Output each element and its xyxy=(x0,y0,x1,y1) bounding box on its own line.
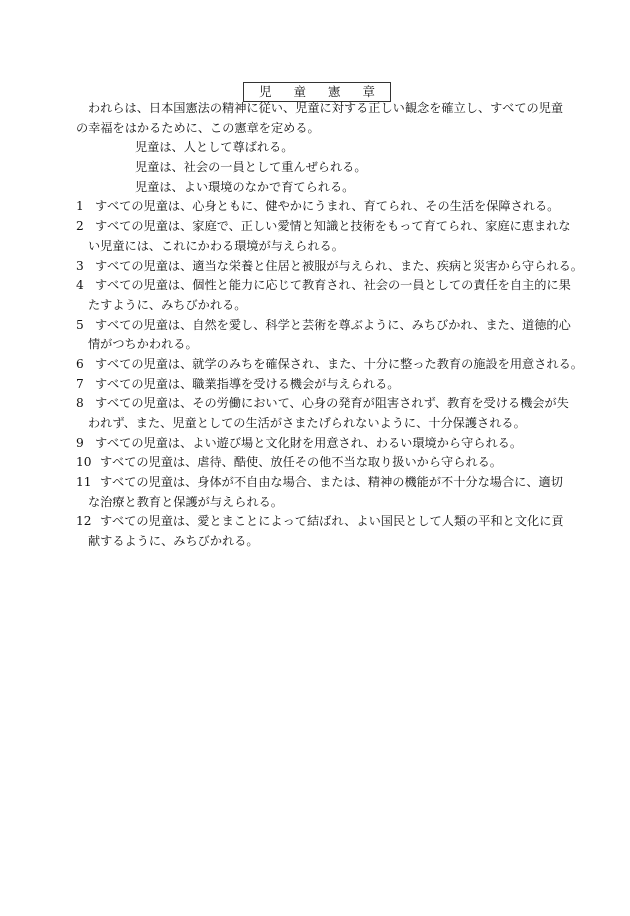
title-char: 童 xyxy=(293,84,306,99)
principle: 児童は、人として尊ばれる。 xyxy=(135,140,294,155)
article-text: すべての児童は、身体が不自由な場合、または、精神の機能が不十分な場合に、適切 xyxy=(100,475,563,490)
article-text: たすように、みちびかれる。 xyxy=(88,297,247,312)
article-text: すべての児童は、よい遊び場と文化財を用意され、わるい環境から守られる。 xyxy=(95,435,523,450)
article-item xyxy=(76,355,583,375)
article-text: すべての児童は、就学のみちを確保され、また、十分に整った教育の施設を用意される。 xyxy=(95,356,583,371)
title-char: 児 xyxy=(258,84,272,99)
article-text: すべての児童は、個性と能力に応じて教育され、社会の一員としての責任を自主的に果 xyxy=(95,278,571,293)
article-number: 11 xyxy=(76,475,92,490)
article-text: われず、また、児童としての生活がさまたげられないように、十分保護される。 xyxy=(88,416,526,430)
article-line xyxy=(76,493,556,513)
article-number: 4 xyxy=(76,278,84,293)
article-text: 献するように、みちびかれる。 xyxy=(88,534,259,549)
article-line xyxy=(76,394,569,414)
article-number: 2 xyxy=(76,219,84,234)
article-text: すべての児童は、愛とまことによって結ばれ、よい国民として人類の平和と文化に貢 xyxy=(100,514,564,529)
article-line xyxy=(76,276,571,296)
article-line xyxy=(76,296,556,316)
article-text: すべての児童は、適当な栄養と住居と被服が与えられ、また、疾病と災害から守られる。 xyxy=(95,258,583,273)
principle: 児童は、社会の一員として重んぜられる。 xyxy=(135,160,367,175)
article-item xyxy=(76,316,571,355)
article-line xyxy=(76,257,583,277)
article-item xyxy=(76,276,571,315)
article-text: すべての児童は、心身ともに、健やかにうまれ、育てられ、その生活を保障される。 xyxy=(95,199,560,214)
article-line xyxy=(76,237,556,257)
article-line xyxy=(76,197,560,217)
article-number: 1 xyxy=(76,199,84,214)
article-text: すべての児童は、その労働において、心身の発育が阻害されず、教育を受ける機会が失 xyxy=(95,396,569,411)
article-item xyxy=(76,394,569,433)
article-line xyxy=(76,316,571,336)
article-item xyxy=(76,197,560,217)
article-line xyxy=(76,512,564,532)
article-number: 10 xyxy=(76,455,92,470)
article-number: 8 xyxy=(76,396,84,411)
article-text: すべての児童は、職業指導を受ける機会が与えられる。 xyxy=(95,376,400,391)
article-text: すべての児童は、自然を愛し、科学と芸術を尊ぶように、みちびかれ、また、道徳的心 xyxy=(95,317,571,332)
article-number: 5 xyxy=(76,317,84,332)
article-line xyxy=(76,335,556,355)
article-number: 3 xyxy=(76,258,84,273)
article-text: すべての児童は、虐待、酷使、放任その他不当な取り扱いから守られる。 xyxy=(100,455,502,470)
article-number: 7 xyxy=(76,376,84,391)
article-line xyxy=(76,355,583,375)
article-item xyxy=(76,434,556,454)
article-number: 12 xyxy=(76,514,92,529)
preamble-line: の幸福をはかるために、この憲章を定める。 xyxy=(76,120,320,135)
title-char: 憲 xyxy=(328,84,341,99)
article-text: い児童には、これにかわる環境が与えられる。 xyxy=(88,238,344,253)
principle: 児童は、よい環境のなかで育てられる。 xyxy=(135,179,355,194)
article-line xyxy=(76,434,556,454)
article-item xyxy=(76,453,556,473)
article-item xyxy=(76,512,564,551)
article-line xyxy=(76,375,556,395)
article-item xyxy=(76,473,563,512)
article-line xyxy=(76,453,556,473)
article-number: 6 xyxy=(76,356,84,371)
article-line xyxy=(76,473,563,493)
title-char: 章 xyxy=(362,84,376,99)
article-item xyxy=(76,375,556,395)
article-number: 9 xyxy=(76,435,84,450)
preamble-line: われらは、日本国憲法の精神に従い、児童に対する正しい観念を確立し、すべての児童 xyxy=(88,101,564,115)
article-text: な治療と教育と保護が与えられる。 xyxy=(88,494,283,509)
document-body xyxy=(76,99,583,552)
article-text: すべての児童は、家庭で、正しい愛情と知識と技術をもって育てられ、家庭に恵まれな xyxy=(95,219,571,234)
article-text: 情がつちかわれる。 xyxy=(88,337,198,352)
article-item xyxy=(76,217,571,256)
article-line xyxy=(76,414,556,434)
article-list xyxy=(76,197,583,551)
article-line xyxy=(76,217,571,237)
article-item xyxy=(76,257,583,277)
article-line xyxy=(76,532,556,552)
